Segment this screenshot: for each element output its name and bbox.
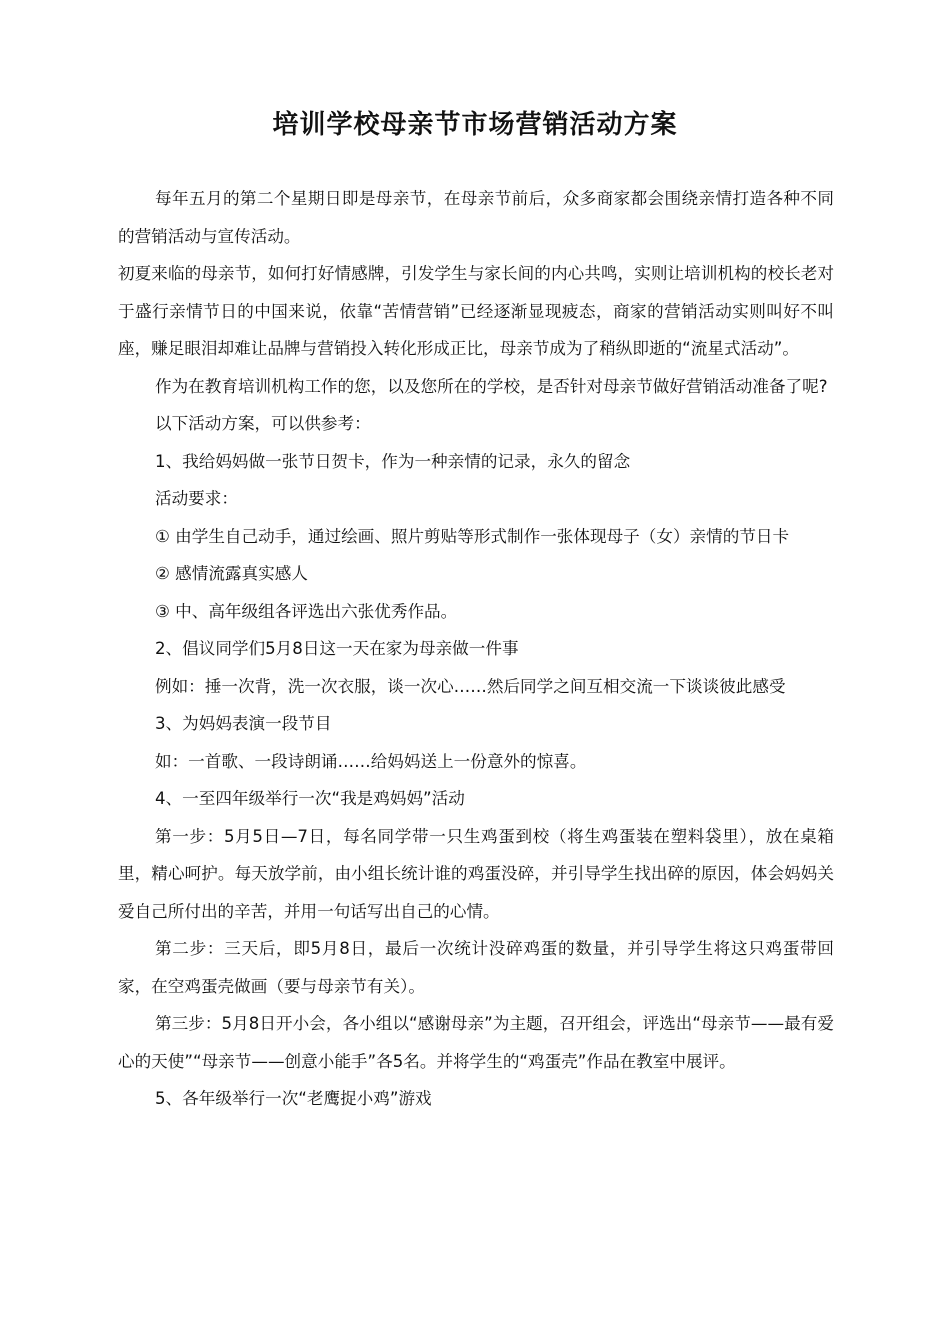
list-item: ① 由学生自己动手，通过绘画、照片剪贴等形式制作一张体现母子（女）亲情的节日卡 <box>155 526 790 546</box>
list-item: ② 感情流露真实感人 <box>155 564 308 583</box>
paragraph: 第一步：5月5日—7日，每名同学带一只生鸡蛋到校（将生鸡蛋装在塑料袋里），放在桌箱里，精心呵护。每天放学前，由小组长统计谁的鸡蛋没碎，并引导学生找出碎的原因，体会妈妈关爱自己所付出的辛苦，并用一句话写出自己的心情。 <box>118 826 834 921</box>
list-item: 3、为妈妈表演一段节目 <box>155 714 332 733</box>
list-item: 1、我给妈妈做一张节日贺卡，作为一种亲情的记录，永久的留念 <box>155 451 631 471</box>
paragraph: 以下活动方案，可以供参考： <box>155 414 371 433</box>
paragraph: 初夏来临的母亲节，如何打好情感牌，引发学生与家长间的内心共鸣，实则让培训机构的校长老对于盛行亲情节日的中国来说，依靠“苦情营销”已经逐渐显现疲态，商家的营销活动实则叫好不叫座，赚足眼泪却难让品牌与营销投入转化形成正比，母亲节成为了稍纵即逝的“流星式活动”。 <box>118 264 834 358</box>
document-body <box>118 180 834 1118</box>
paragraph: 第二步：三天后，即5月8日，最后一次统计没碎鸡蛋的数量，并引导学生将这只鸡蛋带回家，在空鸡蛋壳做画（要与母亲节有关）。 <box>118 939 834 996</box>
list-item: 4、一至四年级举行一次“我是鸡妈妈”活动 <box>155 789 465 808</box>
list-item: 2、倡议同学们5月8日这一天在家为母亲做一件事 <box>155 639 519 658</box>
paragraph: 每年五月的第二个星期日即是母亲节，在母亲节前后，众多商家都会围绕亲情打造各种不同的营销活动与宣传活动。 <box>118 189 834 246</box>
paragraph: 作为在教育培训机构工作的您，以及您所在的学校，是否针对母亲节做好营销活动准备了呢? <box>155 376 828 396</box>
paragraph: 如：一首歌、一段诗朗诵……给妈妈送上一份意外的惊喜。 <box>155 751 587 771</box>
document-title: 培训学校母亲节市场营销活动方案 <box>272 110 678 140</box>
list-item: ③ 中、高年级组各评选出六张优秀作品。 <box>155 601 458 621</box>
paragraph: 活动要求： <box>155 489 238 508</box>
list-item: 5、各年级举行一次“老鹰捉小鸡”游戏 <box>155 1089 432 1108</box>
paragraph: 第三步：5月8日开小会，各小组以“感谢母亲”为主题，召开组会，评选出“母亲节——最有爱心的天使”“母亲节——创意小能手”各5名。并将学生的“鸡蛋壳”作品在教室中展评。 <box>118 1014 834 1071</box>
paragraph: 例如：捶一次背，洗一次衣服，谈一次心……然后同学之间互相交流一下谈谈彼此感受 <box>155 676 786 696</box>
